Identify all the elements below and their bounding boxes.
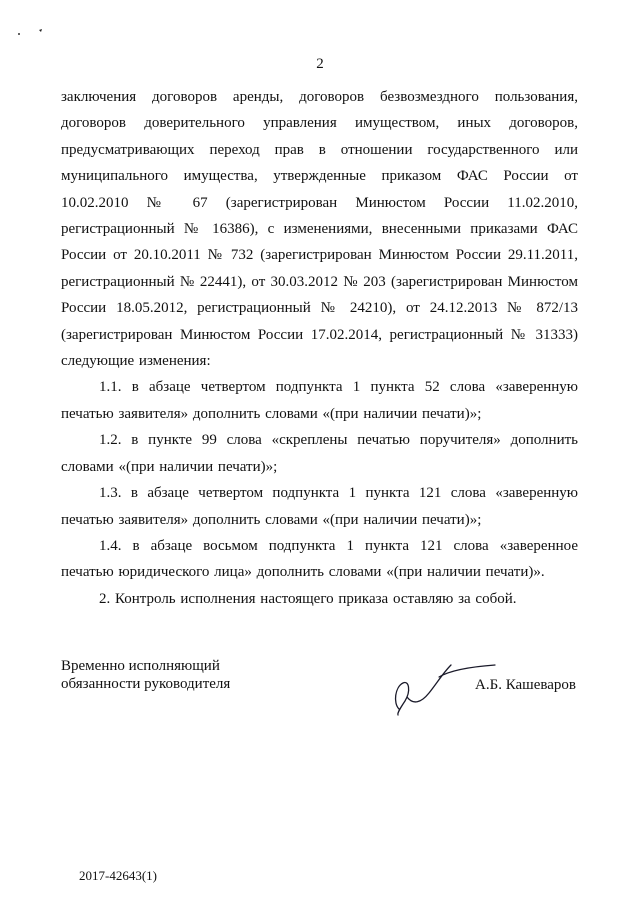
paragraph-item-2: 2. Контроль исполнения настоящего приказа оставляю за собой. bbox=[99, 590, 517, 607]
scan-artifact-marks bbox=[10, 18, 60, 38]
signatory-title-line-1: Временно исполняющий bbox=[61, 658, 220, 674]
signature-block bbox=[61, 657, 578, 727]
paragraph-item-1-4: 1.4. в абзаце восьмом подпункта 1 пункта 121 слова «заверенное печатью юридического лица» дополнить словами «(при наличии печати)». bbox=[61, 537, 578, 581]
paragraph-item-1-3: 1.3. в абзаце четвертом подпункта 1 пункта 121 слова «заверенную печатью заявителя» дополнить словами «(при наличии печати)»; bbox=[61, 485, 578, 528]
paragraph-item-1-2: 1.2. в пункте 99 слова «скреплены печатью поручителя» дополнить словами «(при наличии печати)»; bbox=[61, 432, 578, 475]
signatory-name: А.Б. Кашеваров bbox=[475, 677, 576, 693]
document-code: 2017-42643(1) bbox=[79, 868, 157, 883]
document-body bbox=[61, 84, 578, 612]
signatory-title bbox=[61, 657, 230, 693]
paragraph-intro: заключения договоров аренды, договоров безвозмездного пользования, договоров доверительного управления имуществом, иных договоров, предусматривающих переход прав в отношении государственного или муниципального имущества, утвержденные приказом ФАС России от 10.02.2010 № 67 (зарегистрирован Минюстом России 11.02.2010, регистрационный № 16386), с изменениями, внесенными приказами ФАС России от 20.10.2011 № 732 (зарегистрирован Минюстом России 29.11.2011, регистрационный № 22441), от 30.03.2012 № 203 (зарегистрирован Минюстом России 18.05.2012, регистрационный № 24210), от 24.12.2013 № 872/13 (зарегистрирован Минюстом России 17.02.2014, регистрационный № 31333) следующие изменения: bbox=[61, 89, 578, 370]
paragraph-item-1-1: 1.1. в абзаце четвертом подпункта 1 пункта 52 слова «заверенную печатью заявителя» дополнить словами «(при наличии печати)»; bbox=[61, 379, 578, 422]
signatory-title-line-2: обязанности руководителя bbox=[61, 676, 231, 692]
page-number: 2 bbox=[316, 56, 324, 72]
